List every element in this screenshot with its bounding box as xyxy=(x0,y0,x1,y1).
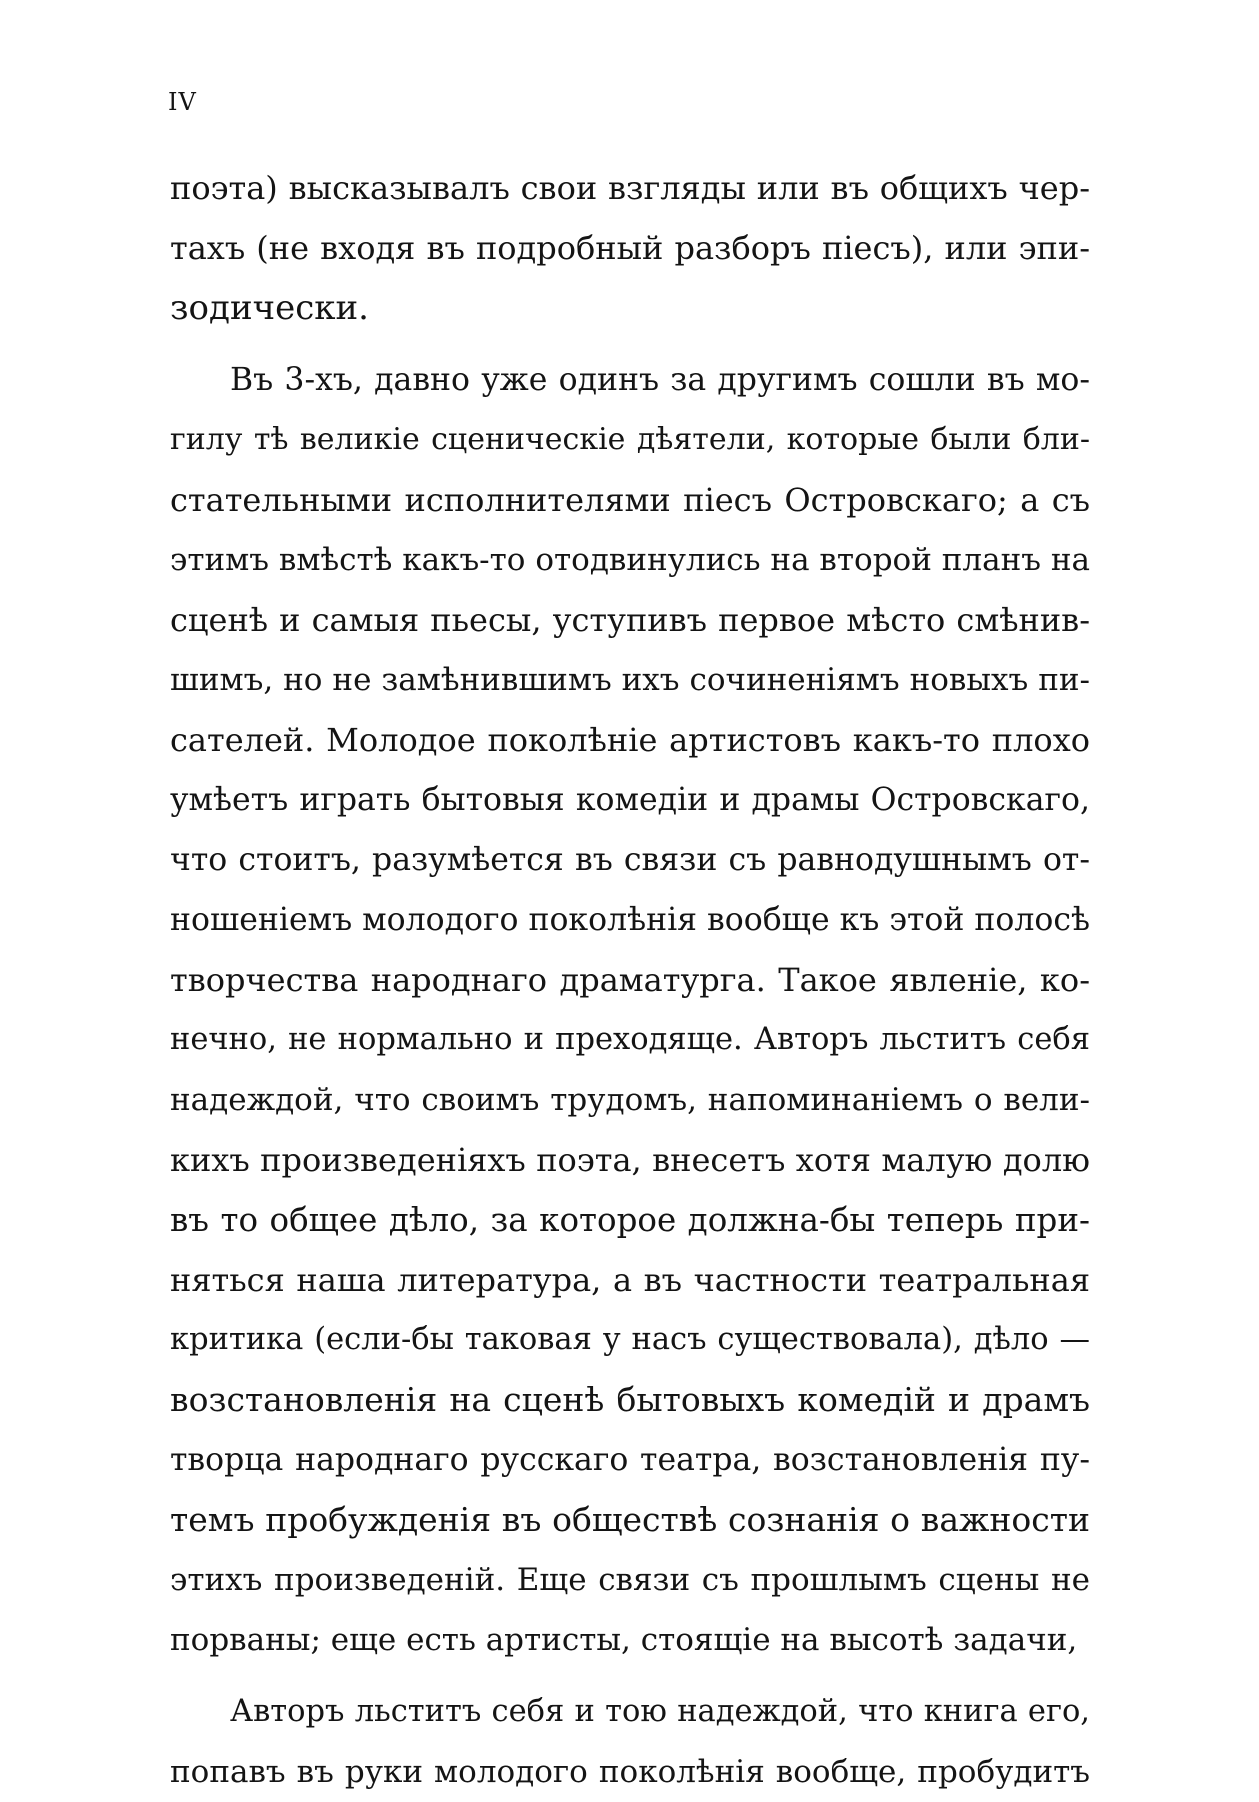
text-line: кихъ произведенiяхъ поэта, внесетъ хотя малую долю xyxy=(170,1141,1090,1179)
page-number: IV xyxy=(168,88,197,116)
text-line: тахъ (не входя въ подробный разборъ пiесъ), или эпи- xyxy=(170,229,1090,267)
text-line: стательными исполнителями пiесъ Островскаго; а съ xyxy=(170,481,1090,519)
text-line: шимъ, но не замѣнившимъ ихъ сочиненiямъ новыхъ пи- xyxy=(170,662,1090,698)
text-line: нечно, не нормально и преходяще. Авторъ льститъ себя xyxy=(170,1022,1090,1057)
text-line: возстановленiя на сценѣ бытовыхъ комедiй и драмъ xyxy=(170,1380,1090,1419)
text-line: надеждой, что своимъ трудомъ, напоминанiемъ о вели- xyxy=(170,1082,1090,1118)
text-line: сценѣ и самыя пьесы, уступивъ первое мѣсто смѣнив- xyxy=(170,601,1090,639)
text-line: въ то общее дѣло, за которое должна-бы теперь при- xyxy=(170,1201,1090,1239)
paragraph xyxy=(170,350,1090,1670)
text-line: порваны; еще есть артисты, стоящiе на высотѣ задачи, xyxy=(170,1622,1078,1658)
text-line: ношенiемъ молодого поколѣнiя вообще къ этой полосѣ xyxy=(170,902,1090,938)
text-line: сателей. Молодое поколѣнiе артистовъ какъ-то плохо xyxy=(170,721,1090,759)
paragraph xyxy=(170,1682,1090,1802)
text-line: темъ пробужденiя въ обществѣ сознанiя о важности xyxy=(170,1500,1090,1539)
text-line: Авторъ льститъ себя и тою надеждой, что книга его, xyxy=(230,1694,1090,1729)
text-line: этимъ вмѣстѣ какъ-то отодвинулись на второй планъ на xyxy=(170,542,1090,578)
text-line: творчества народнаго драматурга. Такое явленiе, ко- xyxy=(170,961,1090,999)
text-line: попавъ въ руки молодого поколѣнiя вообще, пробудитъ xyxy=(170,1754,1090,1790)
paragraph xyxy=(170,158,1090,338)
text-line: умѣетъ играть бытовыя комедiи и драмы Островскаго, xyxy=(170,782,1090,818)
text-line: творца народнаго русскаго театра, возстановленiя пу- xyxy=(170,1442,1090,1478)
text-line: что стоитъ, разумѣется въ связи съ равнодушнымъ от- xyxy=(170,842,1090,878)
text-line: критика (если-бы таковая у насъ существовала), дѣло — xyxy=(170,1322,1090,1357)
text-line: этихъ произведенiй. Еще связи съ прошлымъ сцены не xyxy=(170,1562,1090,1598)
text-line: поэта) высказывалъ свои взгляды или въ общихъ чер- xyxy=(170,169,1090,207)
text-line: зодически. xyxy=(170,288,369,328)
body-text xyxy=(170,158,1090,1802)
text-line: Въ 3-хъ, давно уже одинъ за другимъ сошли въ мо- xyxy=(230,362,1090,398)
text-line: гилу тѣ великiе сценическiе дѣятели, которые были бли- xyxy=(170,422,1090,457)
text-line: няться наша литература, а въ частности театральная xyxy=(170,1261,1090,1299)
